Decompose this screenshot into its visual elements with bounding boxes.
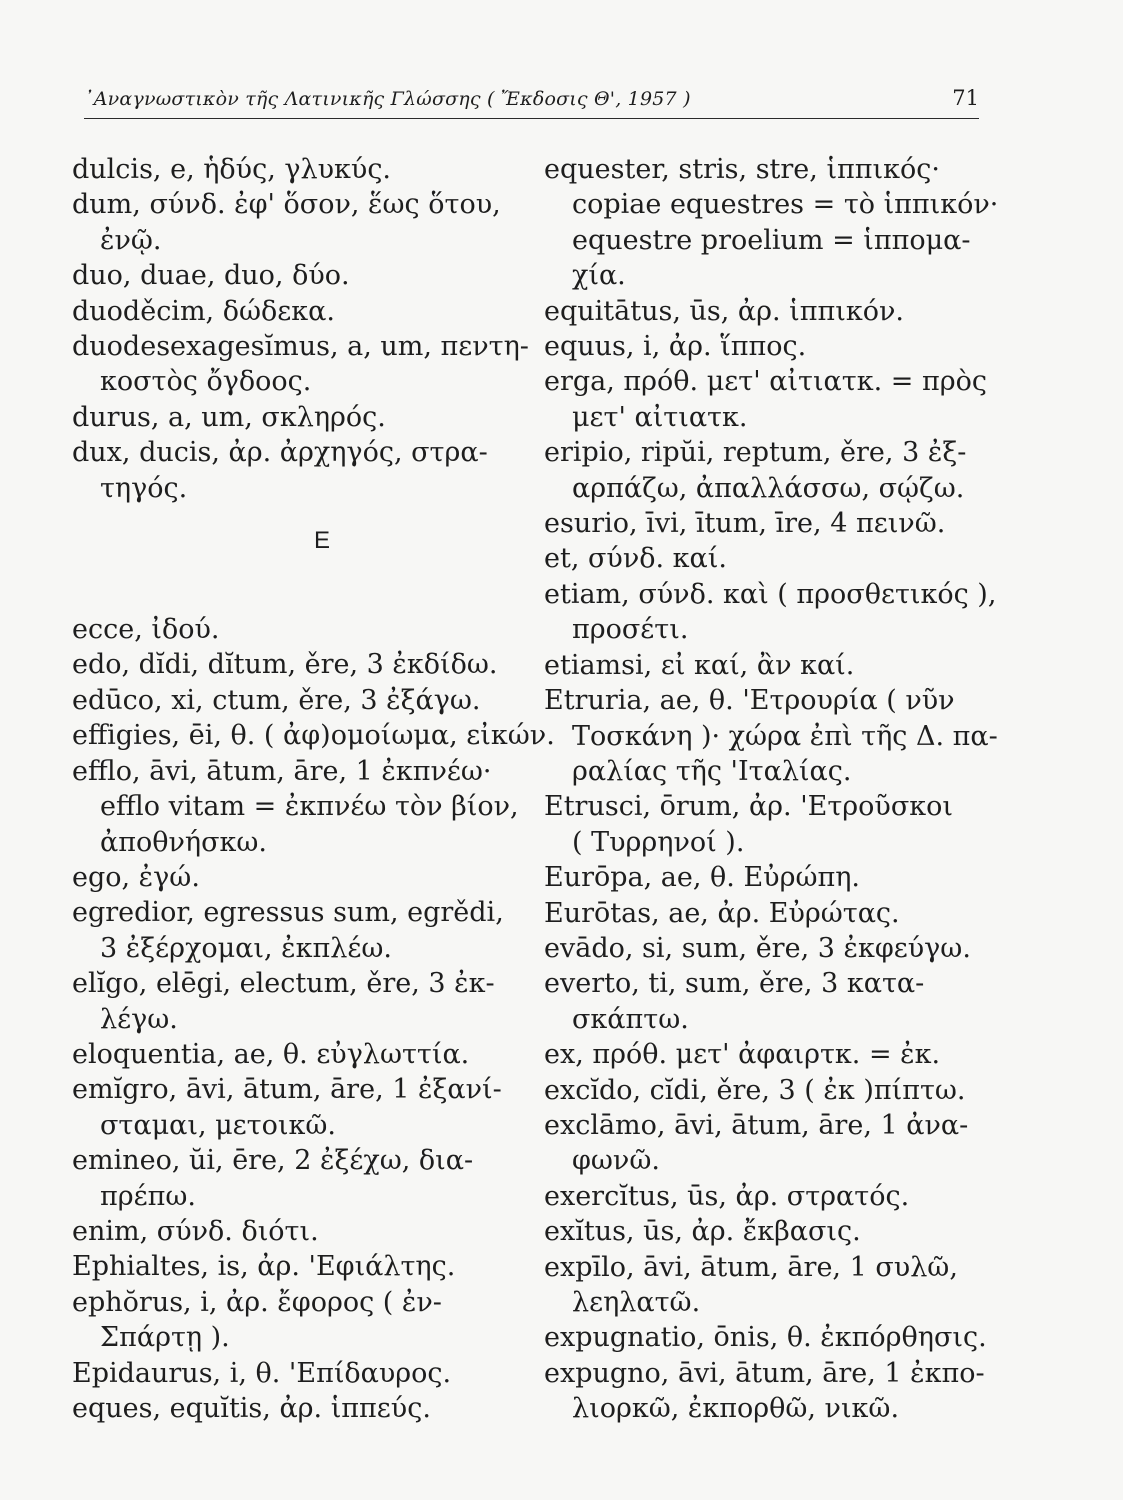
dictionary-line: μετ' αἰτιατκ. (572, 401, 748, 433)
dictionary-line: eripio, ripŭi, reptum, ěre, 3 ἐξ- (544, 437, 967, 469)
dictionary-line: expīlo, āvi, ātum, āre, 1 συλῶ, (544, 1251, 958, 1283)
dictionary-line: Σπάρτῃ ). (100, 1322, 230, 1354)
dictionary-line: etiamsi, εἰ καί, ἂν καί. (544, 649, 855, 681)
dictionary-line: efflo, āvi, ātum, āre, 1 ἐκπνέω· (72, 755, 492, 787)
page-number: 71 (952, 86, 979, 110)
dictionary-line: edo, dĭdi, dĭtum, ěre, 3 ἐκδίδω. (72, 649, 498, 681)
dictionary-line: duodesexagesĭmus, a, um, πεντη- (72, 331, 529, 363)
dictionary-line: evādo, si, sum, ěre, 3 ἐκφεύγω. (544, 932, 971, 964)
dictionary-line: Eurōtas, ae, ἀρ. Εὐρώτας. (544, 897, 900, 929)
dictionary-line: ( Τυρρηνοί ). (572, 826, 745, 858)
dictionary-line: equester, stris, stre, ἱππικός· (544, 154, 940, 185)
dictionary-line: egredior, egressus sum, egrědi, (72, 897, 504, 929)
dictionary-line: κοστὸς ὄγδοος. (100, 366, 312, 398)
dictionary-line: ephŏrus, i, ἀρ. ἔφορος ( ἐν- (72, 1286, 442, 1318)
dictionary-line: equus, i, ἀρ. ἵππος. (544, 331, 807, 363)
left-column (72, 152, 555, 1426)
dictionary-line: enim, σύνδ. διότι. (72, 1215, 319, 1247)
dictionary-line: Etruria, ae, θ. 'Ετρουρία ( νῦν (544, 685, 955, 717)
dictionary-line: dulcis, e, ἡδύς, γλυκύς. (72, 154, 392, 185)
dictionary-line: λέγω. (100, 1003, 178, 1035)
dictionary-line: λιορκῶ, ἐκπορθῶ, νικῶ. (572, 1393, 900, 1425)
dictionary-line: efflo vitam = ἐκπνέω τὸν βίον, (100, 791, 519, 823)
dictionary-line: 3 ἐξέρχομαι, ἐκπλέω. (100, 932, 392, 964)
dictionary-line: equitātus, ūs, ἀρ. ἱππικόν. (544, 295, 904, 327)
left-column-lines-after (72, 612, 555, 1426)
dictionary-line: etiam, σύνδ. καὶ ( προσθετικός ), (544, 578, 997, 610)
dictionary-line: equestre proelium = ἱππομα- (572, 224, 971, 256)
dictionary-line: Eurōpa, ae, θ. Εὐρώπη. (544, 862, 860, 894)
dictionary-line: πρέπω. (100, 1180, 196, 1212)
dictionary-line: emineo, ŭi, ēre, 2 ἐξέχω, δια- (72, 1145, 474, 1177)
dictionary-line: exercĭtus, ūs, ἀρ. στρατός. (544, 1180, 910, 1212)
dictionary-line: edūco, xi, ctum, ěre, 3 ἐξάγω. (72, 684, 481, 716)
dictionary-line: durus, a, um, σκληρός. (72, 401, 386, 433)
dictionary-line: erga, πρόθ. μετ' αἰτιατκ. = πρὸς (544, 366, 987, 398)
dictionary-line: et, σύνδ. καί. (544, 543, 727, 575)
dictionary-line: eloquentia, ae, θ. εὐγλωττία. (72, 1038, 470, 1070)
dictionary-line: ἐνῷ. (100, 224, 162, 256)
dictionary-line: eques, equĭtis, ἀρ. ἱππεύς. (72, 1393, 431, 1424)
dictionary-line: everto, ti, sum, ěre, 3 κατα- (544, 968, 925, 1000)
running-header (84, 86, 979, 119)
dictionary-line: ecce, ἰδού. (72, 614, 220, 646)
dictionary-line: λεηλατῶ. (572, 1287, 701, 1318)
dictionary-line: exclāmo, āvi, ātum, āre, 1 ἀνα- (544, 1109, 969, 1141)
dictionary-line: τηγός. (100, 472, 188, 504)
letter-heading-e: E (313, 527, 330, 555)
dictionary-line: copiae equestres = τὸ ἱππικόν· (572, 189, 999, 221)
dictionary-line: προσέτι. (572, 614, 689, 646)
book-title: ᾿Αναγνωστικὸν τῆς Λατινικῆς Γλώσσης ( Ἔκδοσις Θ', 1957 ) (84, 88, 691, 110)
dictionary-line: αρπάζω, ἀπαλλάσσω, σῴζω. (572, 472, 965, 504)
dictionary-line: exĭtus, ūs, ἀρ. ἔκβασις. (544, 1216, 861, 1248)
dictionary-line: χία. (572, 260, 626, 292)
dictionary-line: ego, ἐγώ. (72, 861, 200, 893)
dictionary-line: σκάπτω. (572, 1003, 689, 1035)
left-column-lines-before (72, 152, 532, 506)
dictionary-line: Etrusci, ōrum, ἀρ. 'Ετροῦσκοι (544, 791, 953, 823)
dictionary-line: duoděcim, δώδεκα. (72, 295, 335, 327)
dictionary-line: emĭgro, āvi, ātum, āre, 1 ἐξανί- (72, 1074, 502, 1106)
dictionary-line: expugnatio, ōnis, θ. ἐκπόρθησις. (544, 1322, 987, 1354)
dictionary-line: ex, πρόθ. μετ' ἀφαιρτκ. = ἐκ. (544, 1039, 941, 1071)
dictionary-line: σταμαι, μετοικῶ. (100, 1109, 336, 1141)
dictionary-line: φωνῶ. (572, 1145, 660, 1177)
dictionary-line: Epidaurus, i, θ. 'Επίδαυρος. (72, 1357, 452, 1389)
dictionary-line: expugno, āvi, ātum, āre, 1 ἐκπο- (544, 1357, 985, 1389)
dictionary-line: duo, duae, duo, δύο. (72, 260, 350, 292)
dictionary-line: Τοσκάνη )· χώρα ἐπὶ τῆς Δ. πα- (572, 720, 998, 752)
dictionary-line: Ephialtes, is, ἀρ. 'Εφιάλτης. (72, 1251, 456, 1283)
right-column (544, 152, 999, 1427)
dictionary-line: ἀποθνήσκω. (100, 826, 267, 858)
dictionary-line: elĭgo, elēgi, electum, ěre, 3 ἐκ- (72, 968, 495, 1000)
dictionary-line: effigies, ēi, θ. ( ἀφ)ομοίωμα, εἰκών. (72, 720, 555, 752)
dictionary-line: dum, σύνδ. ἐφ' ὅσον, ἕως ὅτου, (72, 189, 501, 221)
dictionary-line: ραλίας τῆς 'Ιταλίας. (572, 755, 852, 787)
dictionary-line: dux, ducis, ἀρ. ἀρχηγός, στρα- (72, 437, 488, 469)
dictionary-line: excĭdo, cĭdi, ěre, 3 ( ἐκ )πίπτω. (544, 1074, 966, 1106)
dictionary-line: esurio, īvi, ītum, īre, 4 πεινῶ. (544, 508, 946, 540)
